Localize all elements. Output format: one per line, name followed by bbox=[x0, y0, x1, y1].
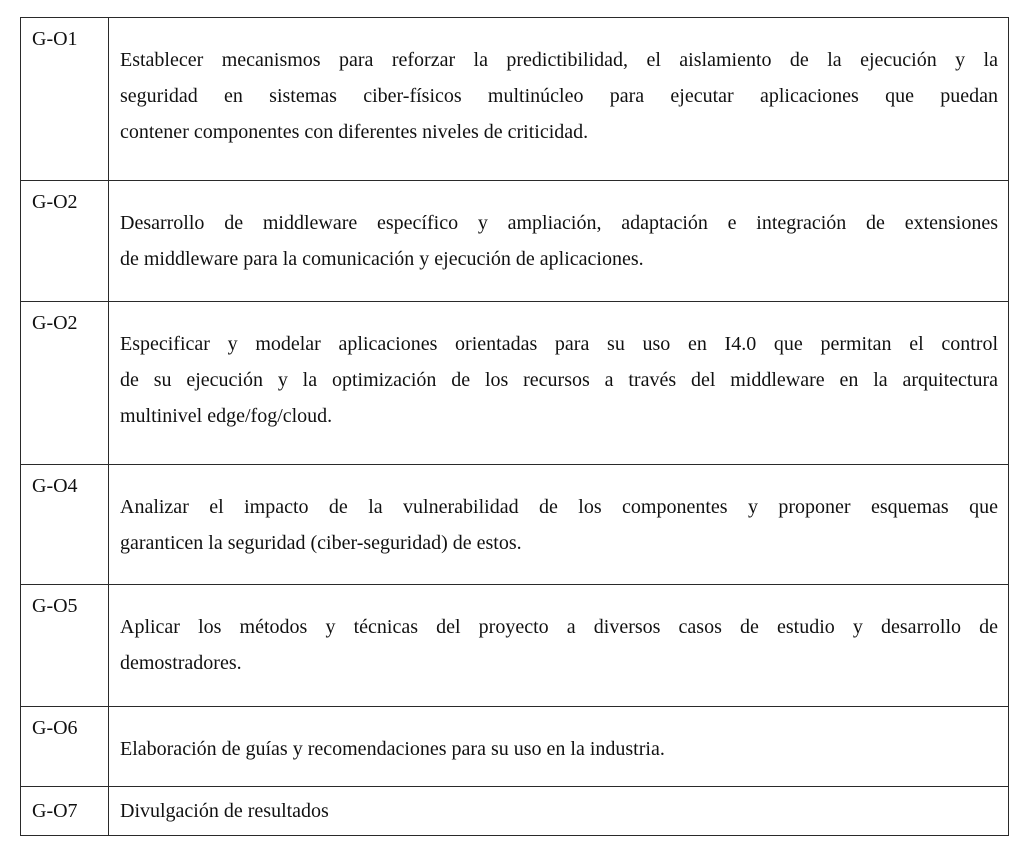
table-row bbox=[21, 301, 1008, 464]
objectives-table bbox=[20, 17, 1009, 836]
objective-code: G-O2 bbox=[21, 181, 109, 301]
table-row bbox=[21, 786, 1008, 835]
objective-description bbox=[109, 181, 1008, 301]
objective-description bbox=[109, 465, 1008, 584]
objective-code: G-O1 bbox=[21, 18, 109, 180]
description-line: de su ejecución y la optimización de los recursos a través del middleware en la arquitectura bbox=[120, 369, 998, 391]
description-line: seguridad en sistemas ciber-físicos multinúcleo para ejecutar aplicaciones que puedan bbox=[120, 85, 998, 107]
description-line: demostradores. bbox=[120, 652, 242, 674]
description-line: Divulgación de resultados bbox=[120, 800, 329, 822]
objective-description bbox=[109, 18, 1008, 180]
table-row bbox=[21, 706, 1008, 786]
objective-description bbox=[109, 585, 1008, 706]
objective-description bbox=[109, 787, 1008, 835]
objective-code: G-O4 bbox=[21, 465, 109, 584]
objective-description bbox=[109, 302, 1008, 464]
objective-code: G-O7 bbox=[21, 787, 109, 835]
description-line: contener componentes con diferentes niveles de criticidad. bbox=[120, 121, 589, 143]
table-row bbox=[21, 584, 1008, 706]
objective-code: G-O6 bbox=[21, 707, 109, 786]
objective-description bbox=[109, 707, 1008, 786]
description-line: de middleware para la comunicación y ejecución de aplicaciones. bbox=[120, 248, 644, 270]
table-row bbox=[21, 464, 1008, 584]
description-line: garanticen la seguridad (ciber-seguridad) de estos. bbox=[120, 532, 522, 554]
objective-code: G-O2 bbox=[21, 302, 109, 464]
description-line: Analizar el impacto de la vulnerabilidad de los componentes y proponer esquemas que bbox=[120, 496, 998, 518]
description-line: Desarrollo de middleware específico y ampliación, adaptación e integración de extensiones bbox=[120, 212, 998, 234]
table-row bbox=[21, 18, 1008, 180]
description-line: Aplicar los métodos y técnicas del proyecto a diversos casos de estudio y desarrollo de bbox=[120, 616, 998, 638]
description-line: Establecer mecanismos para reforzar la predictibilidad, el aislamiento de la ejecución y la bbox=[120, 49, 998, 71]
description-line: Especificar y modelar aplicaciones orientadas para su uso en I4.0 que permitan el control bbox=[120, 333, 998, 355]
description-line: Elaboración de guías y recomendaciones para su uso en la industria. bbox=[120, 738, 665, 760]
objective-code: G-O5 bbox=[21, 585, 109, 706]
description-line: multinivel edge/fog/cloud. bbox=[120, 405, 333, 427]
table-row bbox=[21, 180, 1008, 301]
